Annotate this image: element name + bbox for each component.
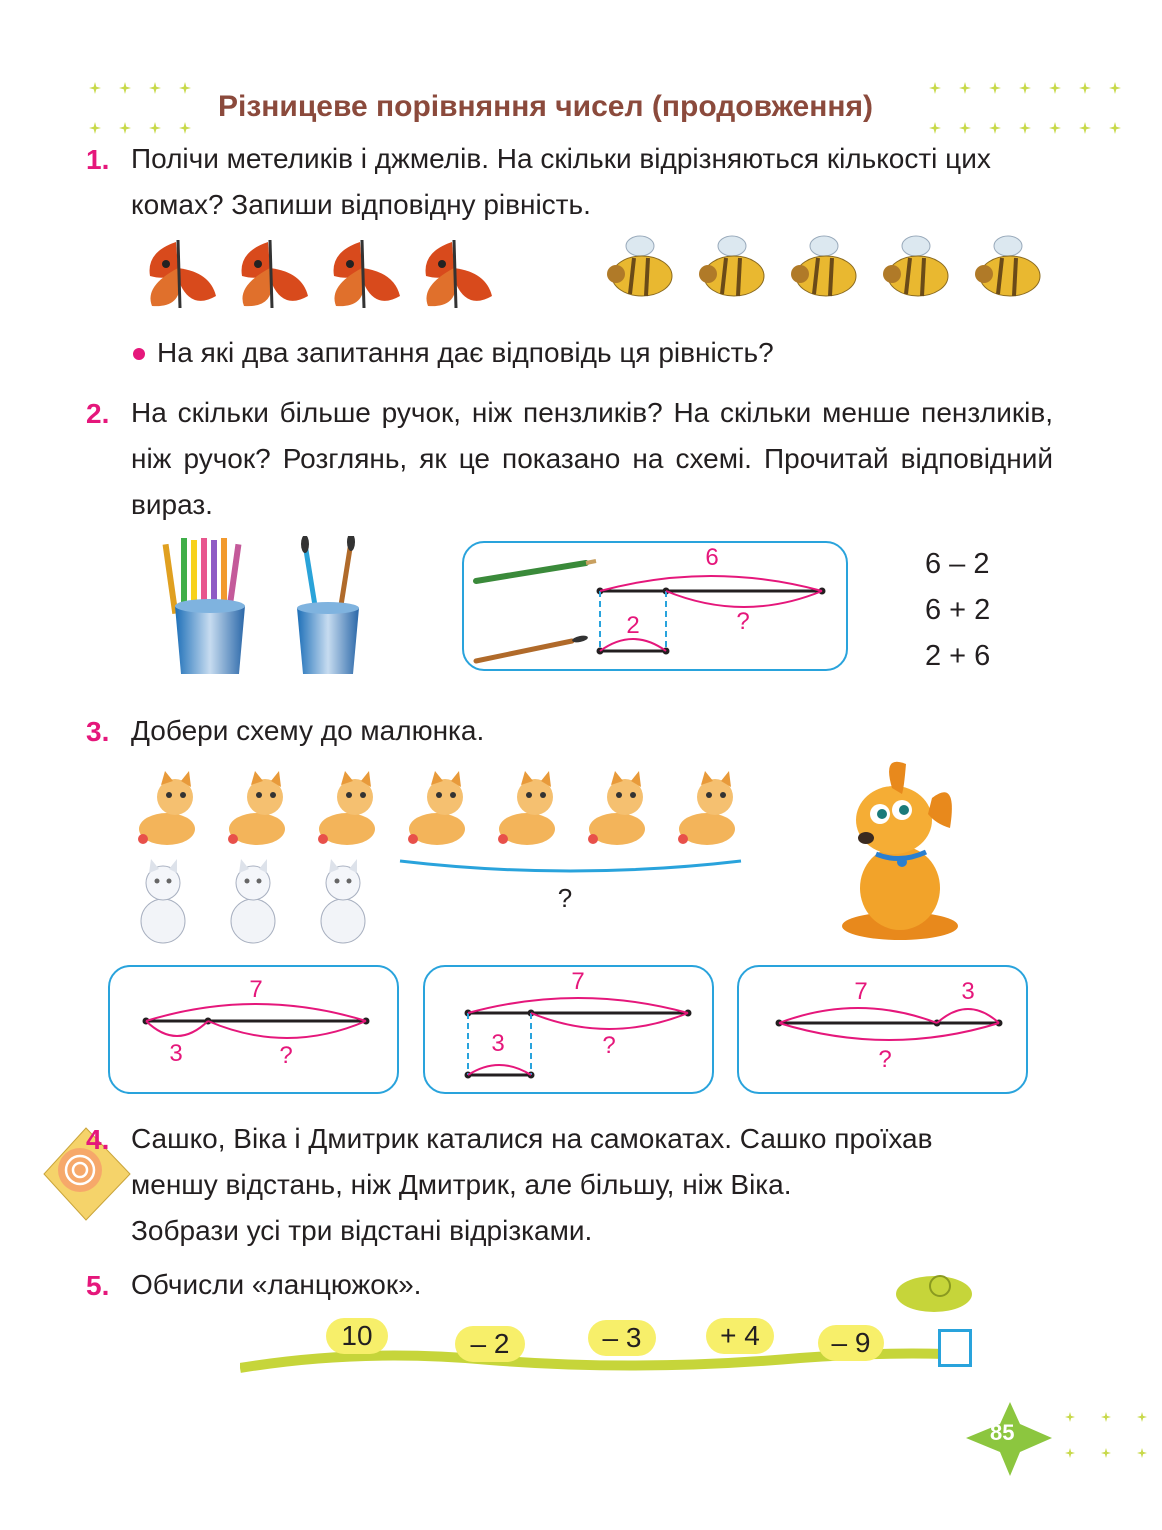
chain-step-2: – 3 (588, 1320, 656, 1356)
task-3-number: 3. (86, 716, 110, 747)
scheme-option-3-drawing (737, 965, 1029, 1095)
task-2-number: 2. (86, 398, 110, 429)
butterfly-icon (150, 240, 492, 308)
pen-icon (476, 561, 596, 581)
expression-2: 6 + 2 (925, 594, 991, 626)
brushes-cup-icon (297, 536, 359, 674)
insects-illustration (130, 232, 1060, 322)
task-1-subquestion: На які два запитання дає відповідь ця рівність? (157, 337, 774, 368)
task-2-text: На скільки більше ручок, ніж пензликів? На скільки менше пензликів, ніж ручок? Розглянь, як це показано на схемі. Прочитай відповідний вираз. (131, 397, 1053, 520)
scheme-bottom-label: 2 (626, 612, 640, 639)
page-title: Різницеве порівняння чисел (продовження) (218, 90, 873, 123)
ginger-kitten-icon (588, 771, 645, 845)
bee-icon (607, 236, 1040, 296)
chain-step-1: – 2 (455, 1326, 525, 1362)
bee-icon (607, 236, 672, 296)
expression-1: 6 – 2 (925, 548, 990, 580)
white-kitten-icon (141, 859, 365, 943)
scheme-1-big: 7 (249, 976, 263, 1003)
bullet-icon (133, 348, 145, 360)
task-5-text: Обчисли «ланцюжок». (131, 1269, 422, 1300)
pencil-cups-illustration (155, 536, 375, 676)
butterfly-icon (150, 240, 216, 308)
task-1-number: 1. (86, 144, 110, 175)
dog-icon (832, 758, 962, 948)
scheme-1-question: ? (279, 1042, 293, 1069)
scheme-2-small: 3 (491, 1030, 505, 1057)
ginger-kitten-icon (138, 771, 195, 845)
white-kitten-icon (321, 859, 365, 943)
chain-step-3: + 4 (706, 1318, 774, 1354)
ginger-kitten-icon (678, 771, 735, 845)
scheme-option-2-drawing (423, 965, 715, 1095)
scheme-3-big: 7 (854, 978, 868, 1005)
white-kitten-icon (141, 859, 185, 943)
chain-start: 10 (326, 1318, 388, 1354)
task-4-number: 4. (86, 1124, 110, 1155)
pens-cup-icon (163, 538, 245, 674)
chain-step-4: – 9 (818, 1325, 884, 1361)
ginger-kitten-icon (318, 771, 375, 845)
task-4-line-2: меншу відстань, ніж Дмитрик, але більшу, ніж Віка. (131, 1169, 792, 1200)
page-number: 85 (990, 1420, 1015, 1445)
white-kitten-icon (231, 859, 275, 943)
task-5-number: 5. (86, 1270, 110, 1301)
scheme-question-label: ? (736, 608, 750, 635)
bee-icon (975, 236, 1040, 296)
bee-icon (791, 236, 856, 296)
scheme-3-small: 3 (961, 978, 975, 1005)
kittens-illustration (125, 765, 825, 955)
butterfly-icon (426, 240, 492, 308)
brush-icon (476, 634, 588, 661)
scheme-option-1-drawing (108, 965, 400, 1095)
bee-icon (883, 236, 948, 296)
butterfly-icon (334, 240, 400, 308)
scheme-2-question: ? (602, 1032, 616, 1059)
scheme-3-question: ? (878, 1046, 892, 1073)
scheme-1-small: 3 (169, 1040, 183, 1067)
scheme-2-big: 7 (571, 968, 585, 995)
ginger-kitten-icon (138, 771, 735, 845)
task-3-text: Добери схему до малюнка. (131, 715, 485, 746)
ginger-kitten-icon (498, 771, 555, 845)
butterfly-icon (242, 240, 308, 308)
task-2-scheme-drawing (462, 541, 850, 673)
kittens-question: ? (557, 883, 573, 913)
snail-icon (896, 1276, 972, 1312)
task-4-line-3: Зобрази усі три відстані відрізками. (131, 1215, 593, 1246)
task-1-text: Полічи метеликів і джмелів. На скільки відрізняються кількості цих комах? Запиши відповідну рівність. (131, 143, 991, 220)
task-4-line-1: Сашко, Віка і Дмитрик каталися на самокатах. Сашко проїхав (131, 1123, 933, 1154)
ginger-kitten-icon (228, 771, 285, 845)
expression-3: 2 + 6 (925, 640, 991, 672)
scheme-top-label: 6 (705, 544, 719, 571)
bee-icon (699, 236, 764, 296)
chain-answer-box[interactable] (938, 1329, 972, 1367)
ginger-kitten-icon (408, 771, 465, 845)
